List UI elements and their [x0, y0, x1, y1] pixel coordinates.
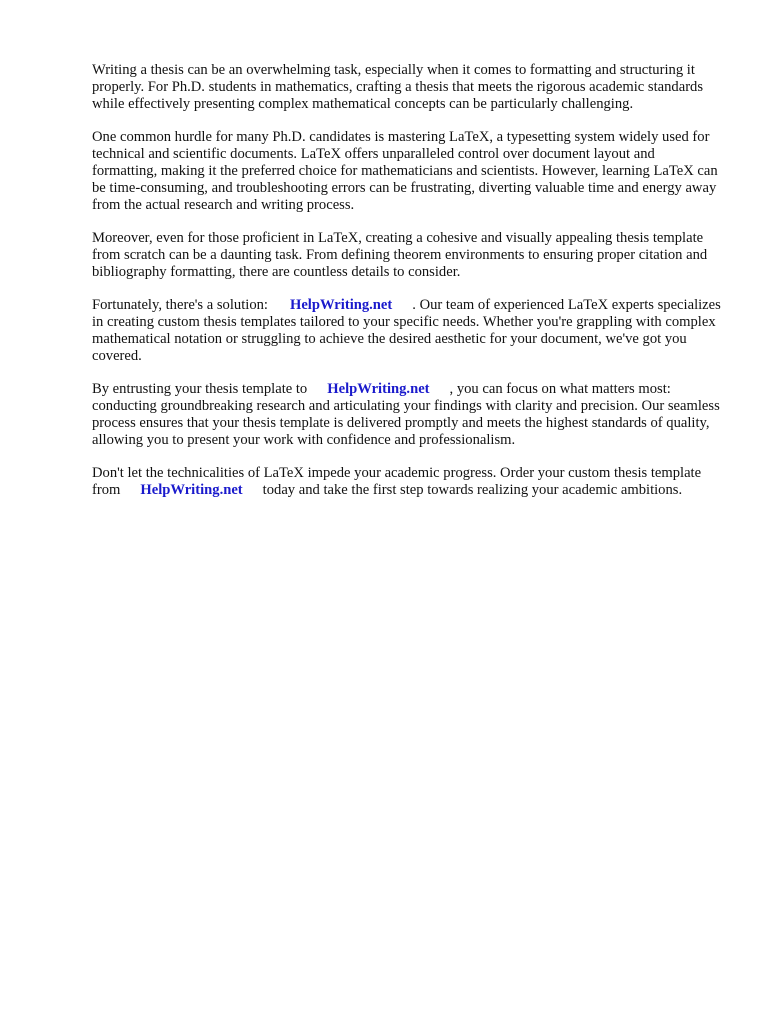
paragraph-entrusting-rest: , you can focus on what matters most: conducting groundbreaking research and articulating your findings with clarity and precision. Our seamless process ensures that your thesis template is delivered promptly and meets the highest standards of quality, allowing you to present your work with confidence and professionalism. — [92, 381, 720, 448]
paragraph-latex-hurdle: One common hurdle for many Ph.D. candidates is mastering LaTeX, a typesetting system widely used for technical and scientific documents. LaTeX offers unparalleled control over document layout and formatting, making it the preferred choice for mathematicians and scientists. However, learning LaTeX can be time-consuming, and troubleshooting errors can be frustrating, diverting valuable time and energy away from the actual research and writing process. — [92, 129, 718, 213]
helpwriting-link-1[interactable]: HelpWriting.net — [289, 297, 393, 313]
paragraph-call-to-action — [92, 465, 722, 499]
paragraph-cta-rest: today and take the first step towards realizing your academic ambitions. — [262, 482, 683, 498]
paragraph-solution-rest: . Our team of experienced LaTeX experts specializes in creating custom thesis templates tailored to your specific needs. Whether you're grappling with complex mathematical notation or struggling to achieve the desired aesthetic for your document, we've got you covered. — [92, 297, 721, 364]
paragraph-intro: Writing a thesis can be an overwhelming task, especially when it comes to formatting and structuring it properly. For Ph.D. students in mathematics, crafting a thesis that meets the rigorous academic standards while effectively presenting complex mathematical concepts can be particularly challenging. — [92, 62, 704, 112]
paragraph-solution-lead: Fortunately, there's a solution: — [92, 297, 268, 313]
paragraph-template-challenge: Moreover, even for those proficient in LaTeX, creating a cohesive and visually appealing thesis template from scratch can be a daunting task. From defining theorem environments to ensuring proper citation and bibliography formatting, there are countless details to consider. — [92, 230, 708, 280]
paragraph-entrusting — [92, 381, 722, 449]
paragraph-cta-lead: Don't let the technicalities of LaTeX impede your academic progress. Order your custom thesis template from — [92, 465, 702, 498]
helpwriting-link-3[interactable]: HelpWriting.net — [140, 482, 243, 498]
document-body — [92, 62, 722, 515]
paragraph-solution — [92, 297, 722, 365]
helpwriting-link-2[interactable]: HelpWriting.net — [327, 381, 430, 397]
paragraph-entrusting-lead: By entrusting your thesis template to — [92, 381, 308, 397]
